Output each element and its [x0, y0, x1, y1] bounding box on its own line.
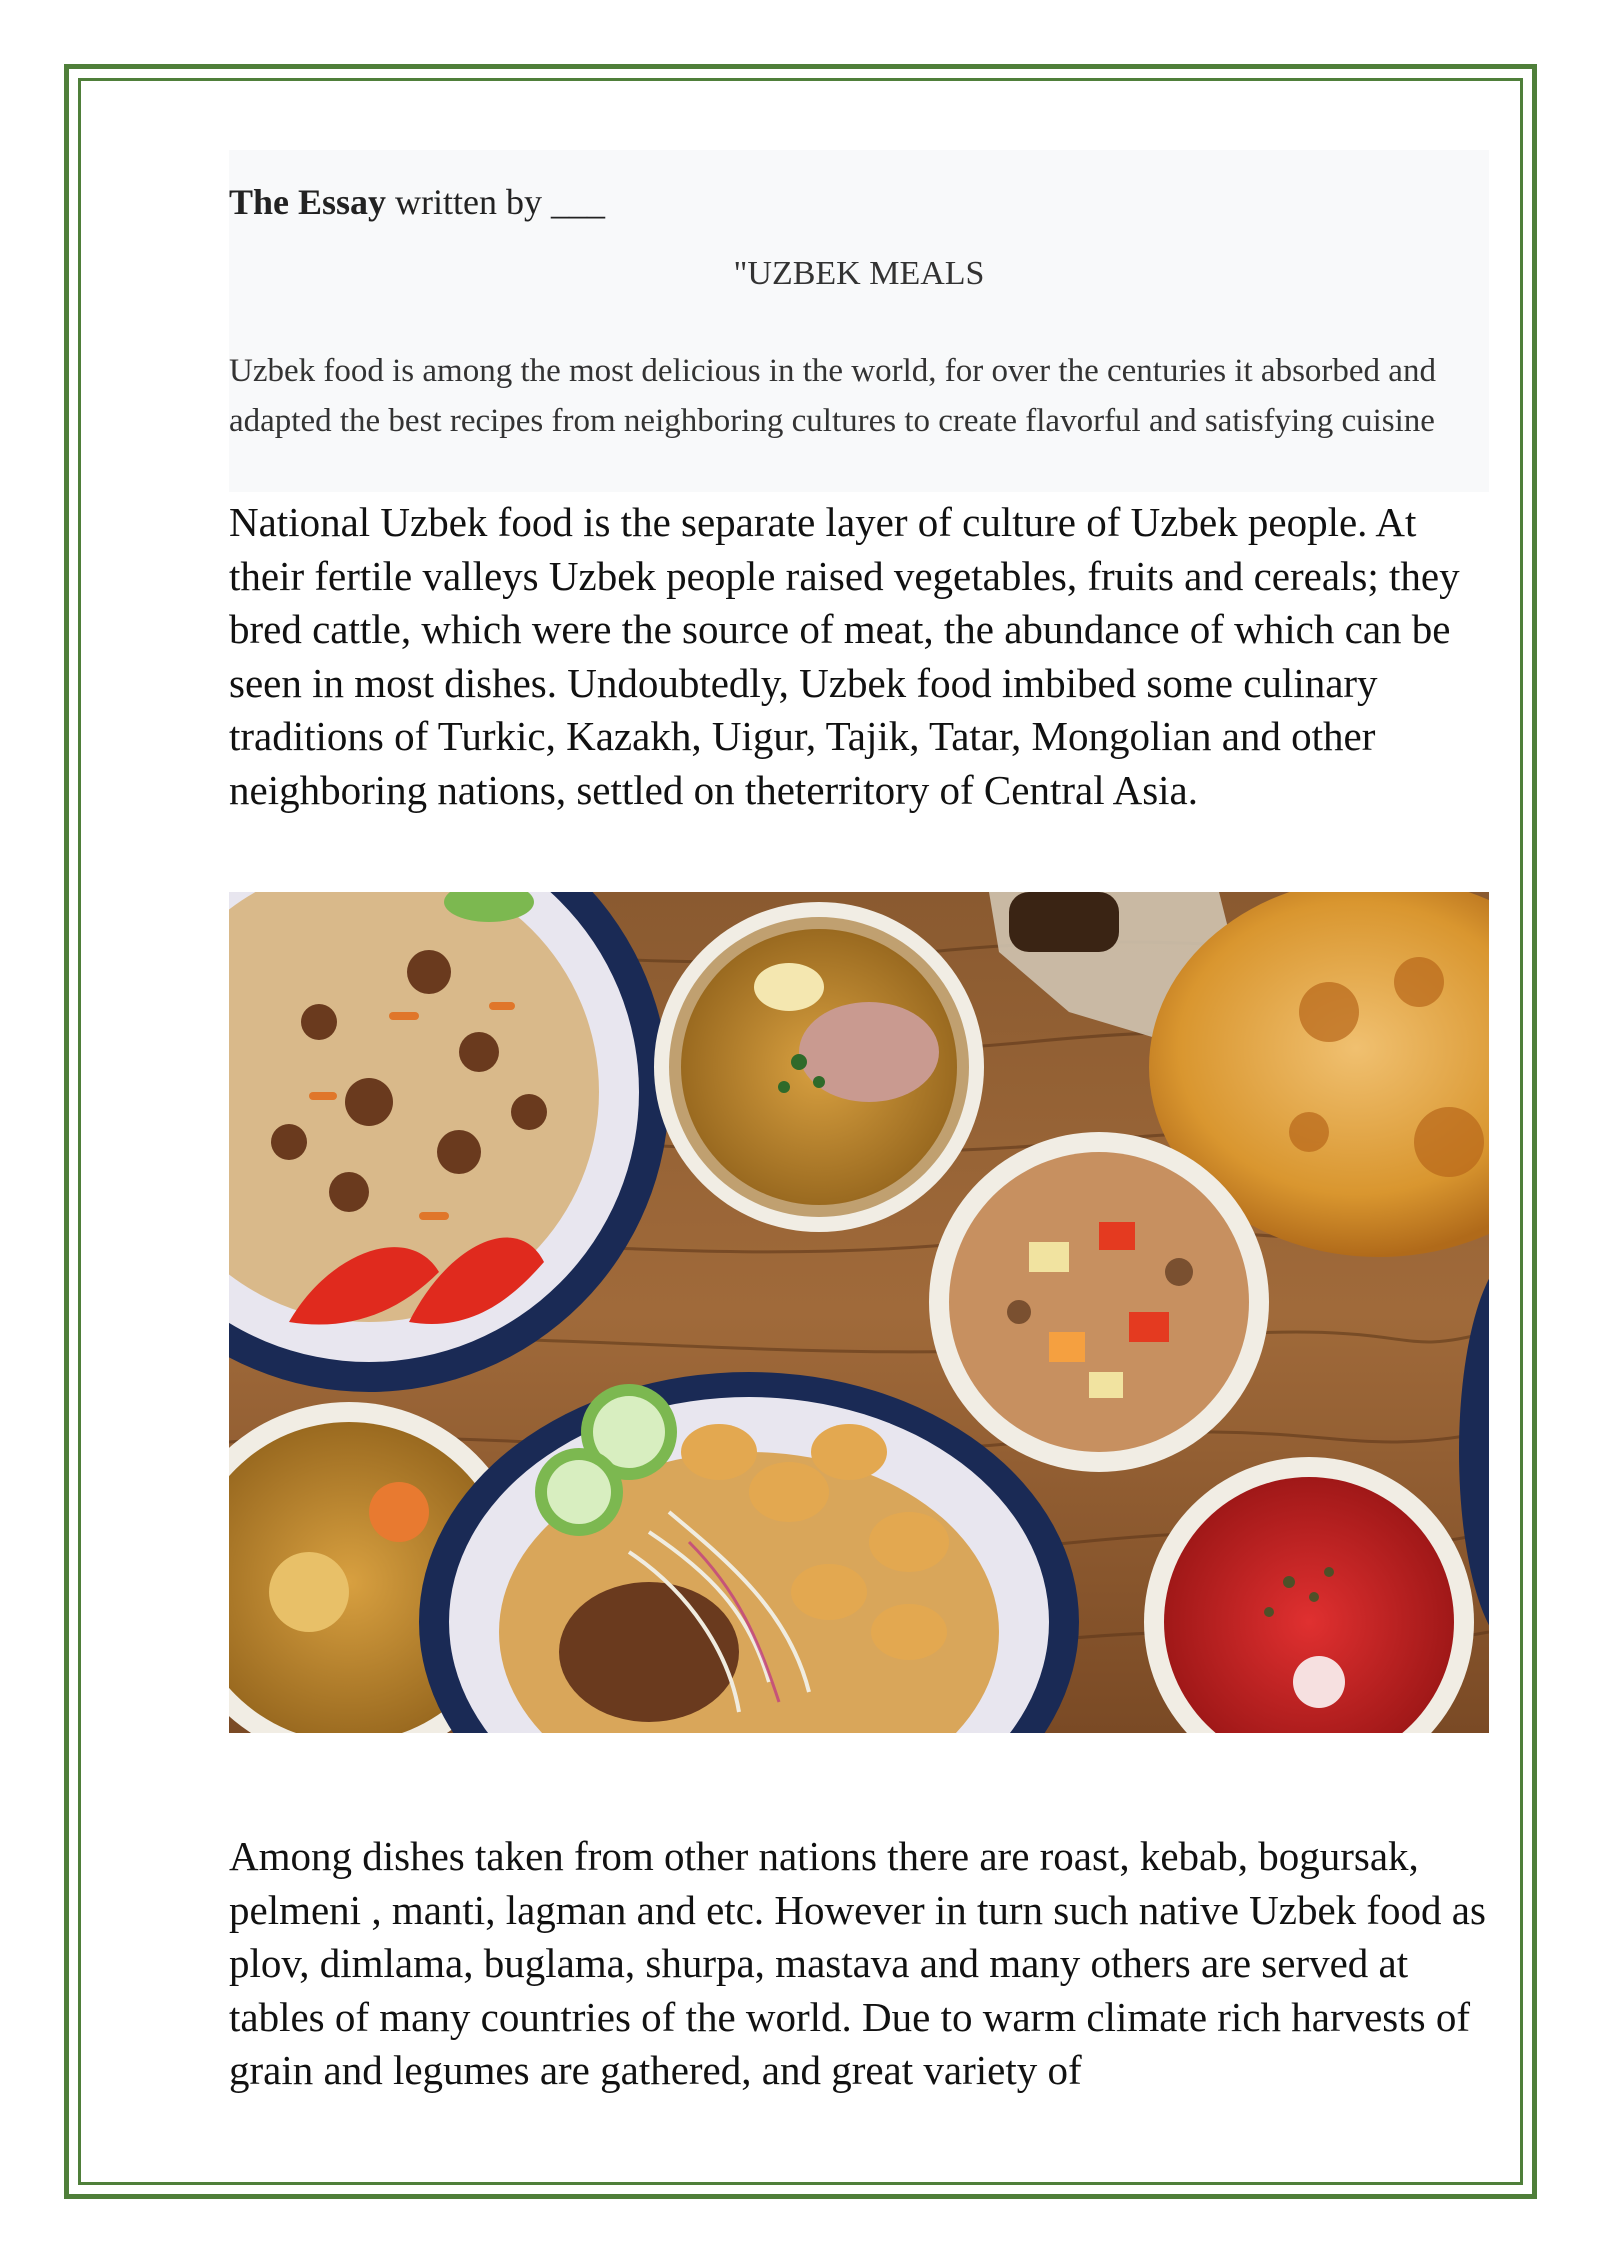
body-paragraph-2: Among dishes taken from other nations there are roast, kebab, bogursak, pelmeni , manti, lagman and etc. However in turn such native Uzbek food as plov, dimlama, buglama, shurpa, mastava and many others are served at tables of many countries of the world. Due to warm climate rich harvests of grain and legumes are gathered, and great variety of — [229, 1833, 1486, 2093]
essay-label: The Essay — [229, 182, 387, 222]
essay-title: "UZBEK MEALS — [733, 255, 985, 292]
uzbek-dishes-photo — [229, 892, 1489, 1733]
intro-paragraph: Uzbek food is among the most delicious in the world, for over the centuries it absorbed and adapted the best recipes from neighboring cultures to create flavorful and satisfying cuisine — [229, 353, 1436, 439]
essay-byline — [229, 180, 605, 224]
body-paragraph-1: National Uzbek food is the separate layer of culture of Uzbek people. At their fertile valleys Uzbek people raised vegetables, fruits and cereals; they bred cattle, which were the source of meat, the abundance of which can be seen in most dishes. Undoubtedly, Uzbek food imbibed some culinary traditions of Turkic, Kazakh, Uigur, Tajik, Tatar, Mongolian and other neighboring nations, settled on theterritory of Central Asia. — [229, 499, 1460, 813]
author-line: written by ___ — [386, 182, 606, 222]
